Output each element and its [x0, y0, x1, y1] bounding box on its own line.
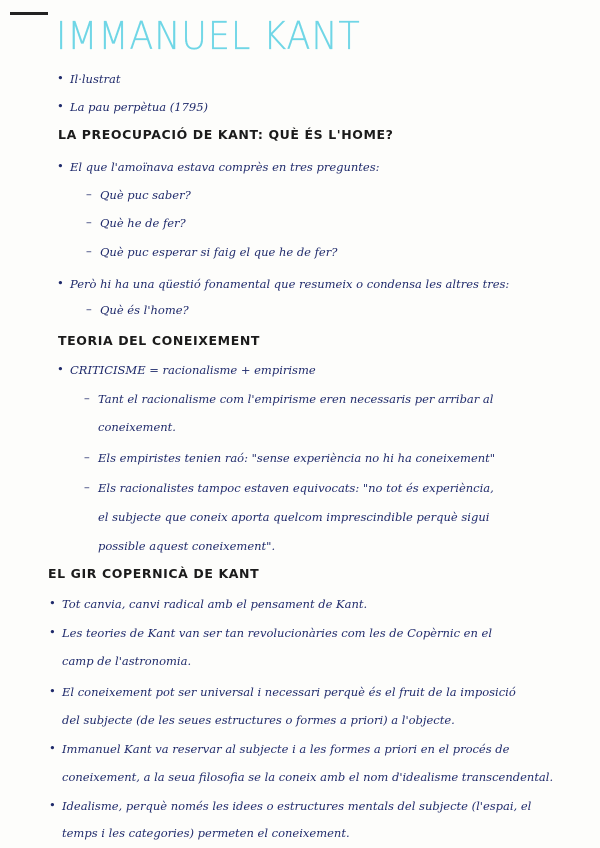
question-item: – Què he de fer?	[100, 216, 186, 230]
list-item-continuation: temps i les categories) permeten el coneixement.	[62, 826, 350, 840]
list-item: • Immanuel Kant va reservar al subjecte i a les formes a priori en el procés de	[62, 742, 509, 756]
top-mark	[10, 12, 48, 15]
section-heading: EL GIR COPERNICÀ DE KANT	[48, 566, 260, 581]
list-item: – Els racionalistes tampoc estaven equivocats: "no tot és experiència,	[98, 481, 494, 495]
list-item-continuation: coneixement.	[98, 420, 176, 434]
list-item: • Tot canvia, canvi radical amb el pensament de Kant.	[62, 597, 367, 611]
page-title: IMMANUEL KANT	[56, 14, 361, 58]
list-item-continuation: camp de l'astronomia.	[62, 654, 192, 668]
list-item: – Els empiristes tenien raó: "sense experiència no hi ha coneixement"	[98, 451, 495, 465]
question-item: – Què puc saber?	[100, 188, 191, 202]
intro-item: • Il·lustrat	[70, 72, 120, 86]
list-item-continuation: coneixement, a la seua filosofia se la coneix amb el nom d'idealisme transcendental.	[62, 770, 554, 784]
list-item: • Idealisme, perquè només les idees o estructures mentals del subjecte (l'espai, el	[62, 799, 531, 813]
list-item: • Les teories de Kant van ser tan revolucionàries com les de Copèrnic en el	[62, 626, 492, 640]
section-heading: TEORIA DEL CONEIXEMENT	[58, 333, 261, 348]
list-item-continuation: del subjecte (de les seues estructures o formes a priori) a l'objecte.	[62, 713, 455, 727]
list-item: – Tant el racionalisme com l'empirisme eren necessaris per arribar al	[98, 392, 493, 406]
list-item: • El coneixement pot ser universal i necessari perquè és el fruit de la imposició	[62, 685, 516, 699]
section-heading: LA PREOCUPACIÓ DE KANT: QUÈ ÉS L'HOME?	[58, 127, 394, 142]
question-item: – Què és l'home?	[100, 303, 189, 317]
question-item: – Què puc esperar si faig el que he de fer?	[100, 245, 337, 259]
list-item: • CRITICISME = racionalisme + empirisme	[70, 363, 316, 377]
list-item-continuation: possible aquest coneixement".	[98, 539, 276, 553]
list-item: • Però hi ha una qüestió fonamental que resumeix o condensa les altres tres:	[70, 277, 509, 291]
list-item: • El que l'amoïnava estava comprès en tres preguntes:	[70, 160, 380, 174]
intro-item: • La pau perpètua (1795)	[70, 100, 208, 114]
list-item-continuation: el subjecte que coneix aporta quelcom imprescindible perquè sigui	[98, 510, 490, 524]
